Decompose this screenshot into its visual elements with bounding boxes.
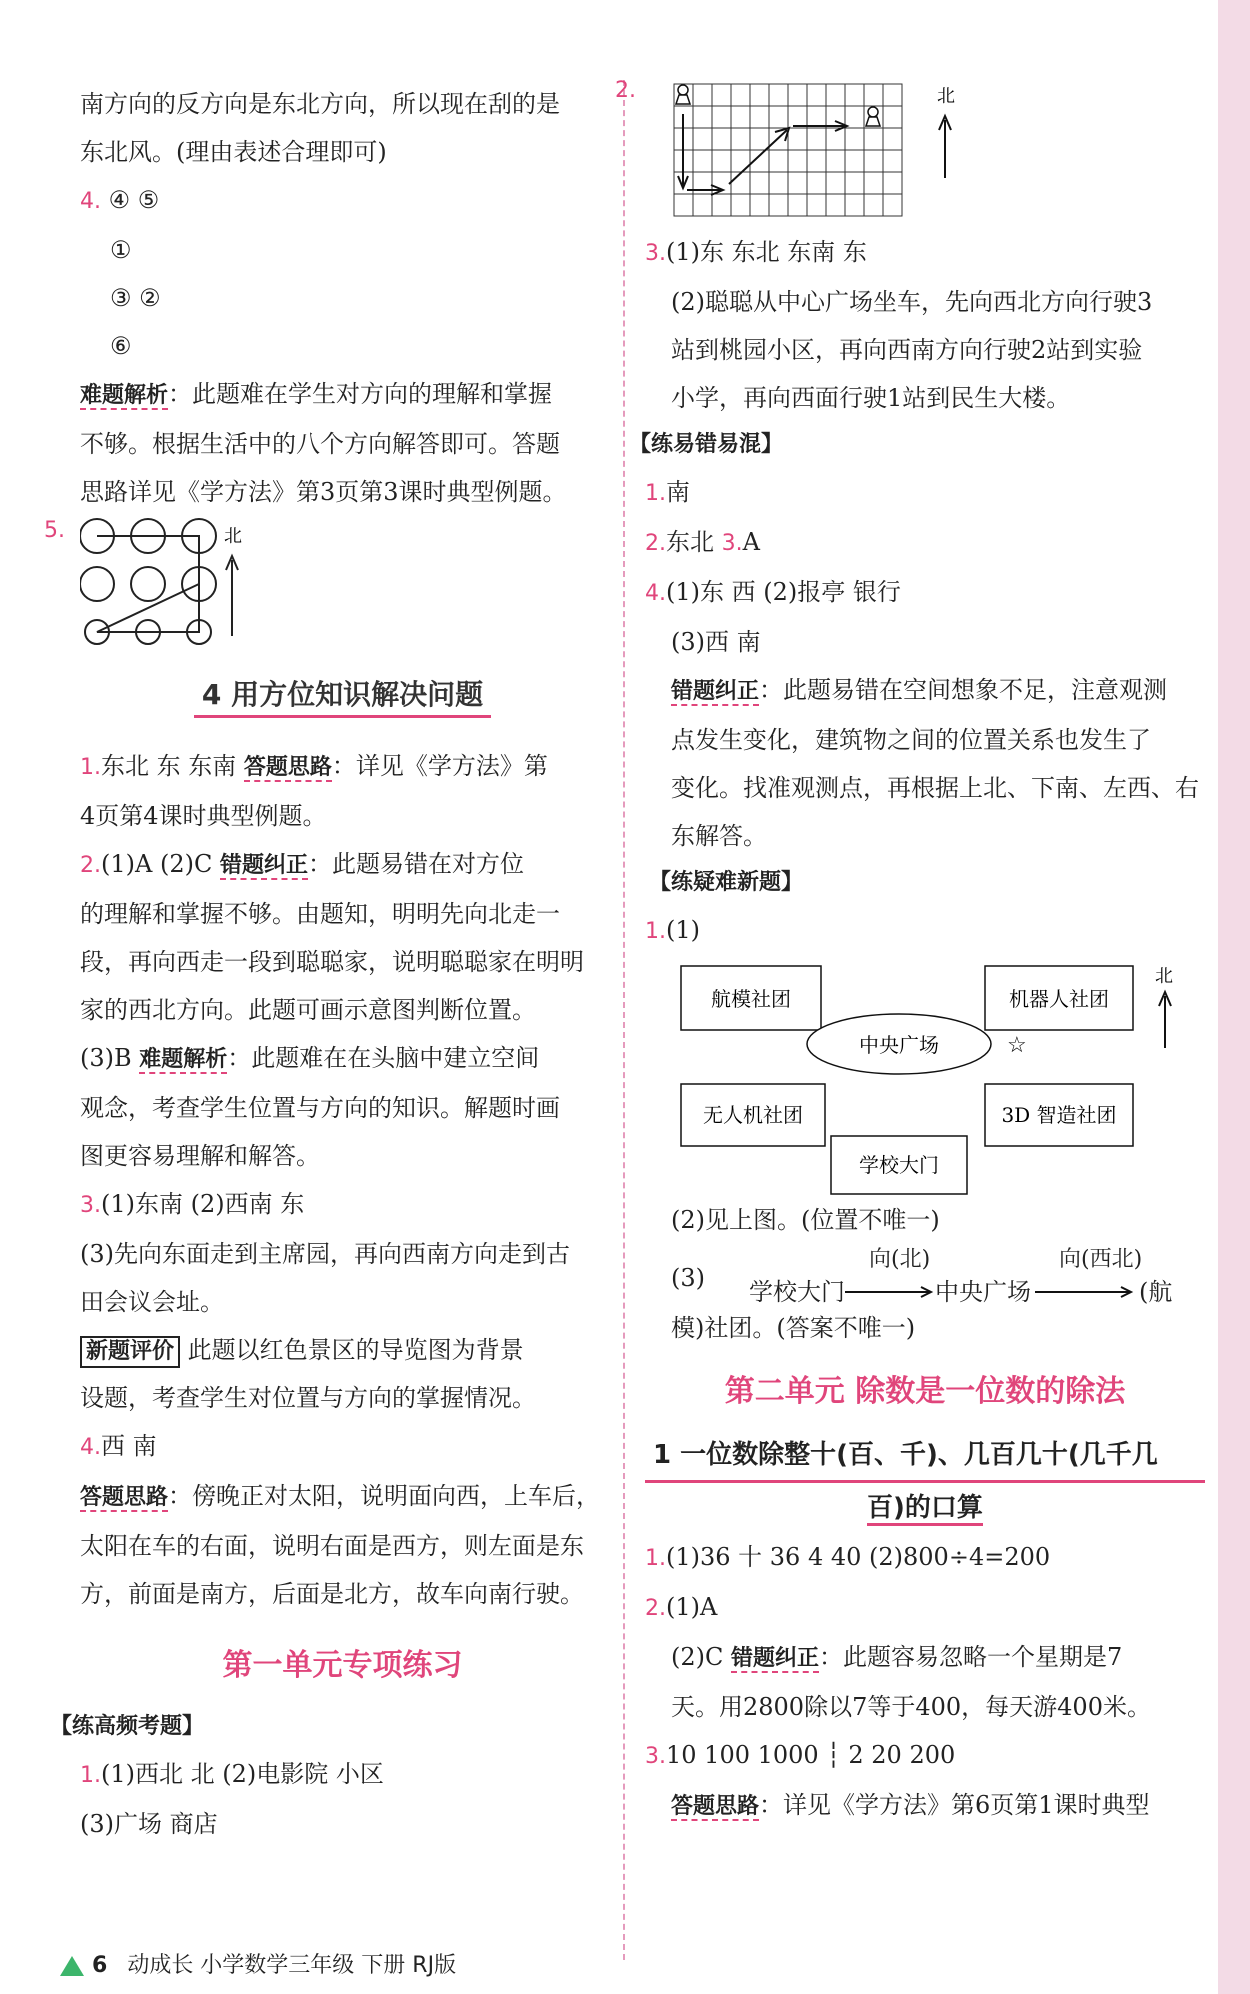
route-end: (航 xyxy=(1139,1278,1173,1306)
page-number: 6 xyxy=(92,1953,108,1978)
path-line xyxy=(97,536,199,632)
star-icon: ☆ xyxy=(1007,1033,1027,1058)
label-bottom: 学校大门 xyxy=(859,1153,939,1177)
new-eval-tag: 新题评价 xyxy=(80,1336,180,1368)
route-start: 学校大门 xyxy=(749,1278,845,1306)
idea-tag: 答题思路 xyxy=(671,1794,760,1819)
north-label: 北 xyxy=(937,86,955,107)
text-line: 变化。找准观测点，再根据上北、下南、左西、右 xyxy=(671,774,1199,802)
unit1-title: 第一单元专项练习 xyxy=(222,1648,463,1683)
text-line: 图更容易理解和解答。 xyxy=(80,1142,320,1170)
north-label: 北 xyxy=(224,526,242,547)
footer-text: 动成长 小学数学三年级 下册 RJ版 xyxy=(127,1953,457,1978)
grid-figure xyxy=(645,78,965,228)
evaluation-line: 新题评价 此题以红色景区的导览图为背景 xyxy=(80,1326,605,1374)
error-tag: 错题纠正 xyxy=(219,853,308,878)
column-divider xyxy=(623,80,625,1960)
q2-figure: 2. 北 xyxy=(645,78,1205,228)
route-arrow2 xyxy=(1035,1286,1135,1298)
text-line: (3)西 南 xyxy=(671,628,761,656)
left-column xyxy=(44,80,605,1848)
yn2-line: (2)见上图。(位置不唯一) xyxy=(671,1206,940,1234)
section-title-1-line1: 1 一位数除整十(百、千)、几百几十(几千几 xyxy=(645,1430,1205,1483)
text-line: 方，前面是南方，后面是北方，故车向南行驶。 xyxy=(80,1580,584,1608)
error-tag: 错题纠正 xyxy=(671,679,760,704)
text-line: 东北风。(理由表述合理即可) xyxy=(80,138,387,166)
q4-row3: ③ ② xyxy=(110,284,161,312)
text-line: 4页第4课时典型例题。 xyxy=(80,802,327,830)
arrow-diagonal xyxy=(729,130,787,184)
yn1-line: 1.(1) xyxy=(645,916,700,944)
text-line: 观念，考查学生位置与方向的知识。解题时画 xyxy=(80,1094,560,1122)
text-line: 段，再向西走一段到聪聪家，说明聪聪家在明明 xyxy=(80,948,584,976)
a2-sub3: (3)B 难题解析：此题难在在头脑中建立空间 xyxy=(80,1044,540,1072)
route-mid: 中央广场 xyxy=(935,1278,1031,1306)
side-bar xyxy=(1218,0,1250,1994)
unit2-title: 第二单元 除数是一位数的除法 xyxy=(724,1374,1126,1409)
a2-line: 2.(1)A (2)C 错题纠正：此题易错在对方位 xyxy=(80,850,524,878)
d2-line: 2.(1)A xyxy=(645,1593,718,1621)
label-br: 3D 智造社团 xyxy=(1001,1103,1117,1127)
d2-sub2: (2)C 错题纠正：此题容易忽略一个星期是7 xyxy=(671,1643,1123,1671)
text-line: 太阳在车的右面，说明右面是西方，则左面是东 xyxy=(80,1532,584,1560)
section-title-1-line2: 百)的口算 xyxy=(645,1483,1205,1533)
text-line: 点发生变化，建筑物之间的位置关系也发生了 xyxy=(671,726,1151,754)
text-line: 家的西北方向。此题可画示意图判断位置。 xyxy=(80,996,536,1024)
section-title-4: 4 用方位知识解决问题 xyxy=(80,660,605,734)
easy-mistake-heading: 【练易错易混】 xyxy=(629,432,784,457)
text-line: 的理解和掌握不够。由题知，明明先向北走一 xyxy=(80,900,560,928)
hf1-line: 1.(1)西北 北 (2)电影院 小区 xyxy=(80,1760,384,1788)
chess-piece-icon xyxy=(676,85,690,104)
right-column xyxy=(615,78,1205,1831)
label-bl: 无人机社团 xyxy=(703,1103,803,1127)
error-line: 错题纠正：此题易错在空间想象不足，注意观测 xyxy=(671,676,1168,704)
text-line: 不够。根据生活中的八个方向解答即可。答题 xyxy=(80,430,560,458)
circle-grid xyxy=(80,516,340,646)
q3-line: 3.(1)东 东北 东南 东 xyxy=(645,238,867,266)
analysis-tag: 难题解析 xyxy=(80,383,169,408)
label-tl: 航模社团 xyxy=(711,987,791,1011)
text-line: 站到桃园小区，再向西南方向行驶2站到实验 xyxy=(671,336,1143,364)
circle xyxy=(131,567,165,601)
ey1-line: 1.南 xyxy=(645,478,690,506)
circle xyxy=(80,567,114,601)
text-line: 思路详见《学方法》第3页第3课时典型例题。 xyxy=(80,478,567,506)
label-tr: 机器人社团 xyxy=(1009,987,1109,1011)
text-line: 设题，考查学生对位置与方向的掌握情况。 xyxy=(80,1384,536,1412)
route-dir2: 向(西北) xyxy=(1059,1247,1143,1272)
high-freq-heading: 【练高频考题】 xyxy=(50,1714,205,1739)
text-line: (3)广场 商店 xyxy=(80,1810,218,1838)
idea-tag: 答题思路 xyxy=(243,755,332,780)
d3-line: 3.10 100 1000 ┆ 2 20 200 xyxy=(645,1741,956,1769)
q4-row4: ⑥ xyxy=(110,332,132,360)
difficult-heading: 【练疑难新题】 xyxy=(649,870,804,895)
q5-figure: 5. 北 xyxy=(80,516,605,646)
text-line: 南方向的反方向是东北方向，所以现在刮的是 xyxy=(80,90,560,118)
text-line: 天。用2800除以7等于400，每天游400米。 xyxy=(671,1693,1151,1721)
route-dir1: 向(北) xyxy=(869,1247,931,1272)
text-line: 小学，再向西面行驶1站到民生大楼。 xyxy=(671,384,1071,412)
yn3-route: (3) 学校大门 向(北) 中央广场 向(西北) (航 xyxy=(645,1244,1205,1304)
route-arrow1 xyxy=(845,1286,935,1298)
idea-tag: 答题思路 xyxy=(80,1485,169,1510)
ey4-line: 4.(1)东 西 (2)报亭 银行 xyxy=(645,578,901,606)
q4-row1: 4. ④ ⑤ xyxy=(80,186,160,214)
a3-line: 3.(1)东南 (2)西南 东 xyxy=(80,1190,305,1218)
logo-triangle-icon xyxy=(60,1956,84,1976)
text-line: 模)社团。(答案不唯一) xyxy=(671,1314,916,1342)
footer xyxy=(60,1948,456,1979)
idea-line: 答题思路：傍晚正对太阳，说明面向西，上车后， xyxy=(80,1482,601,1510)
a4-line: 4.西 南 xyxy=(80,1432,157,1460)
analysis-tag: 难题解析 xyxy=(139,1047,228,1072)
label-center: 中央广场 xyxy=(859,1033,939,1057)
a1-line: 1.东北 东 东南 答题思路：详见《学方法》第 xyxy=(80,752,548,780)
text-line: (2)聪聪从中心广场坐车，先向西北方向行驶3 xyxy=(671,288,1153,316)
text-line: 东解答。 xyxy=(671,822,767,850)
chess-piece-icon xyxy=(866,107,880,126)
club-diagram xyxy=(645,956,1205,1196)
d1-line: 1.(1)36 十 36 4 40 (2)800÷4=200 xyxy=(645,1543,1051,1571)
ey2-line: 2.东北 3.A xyxy=(645,528,760,556)
text-line: (3)先向东面走到主席园，再向西南方向走到古 xyxy=(80,1240,570,1268)
north-label: 北 xyxy=(1155,966,1173,987)
analysis-line: 难题解析：此题难在学生对方向的理解和掌握 xyxy=(80,380,553,408)
error-tag: 错题纠正 xyxy=(731,1646,820,1671)
q4-row2: ① xyxy=(110,236,132,264)
idea-line: 答题思路：详见《学方法》第6页第1课时典型 xyxy=(671,1791,1150,1819)
text-line: 田会议会址。 xyxy=(80,1288,224,1316)
